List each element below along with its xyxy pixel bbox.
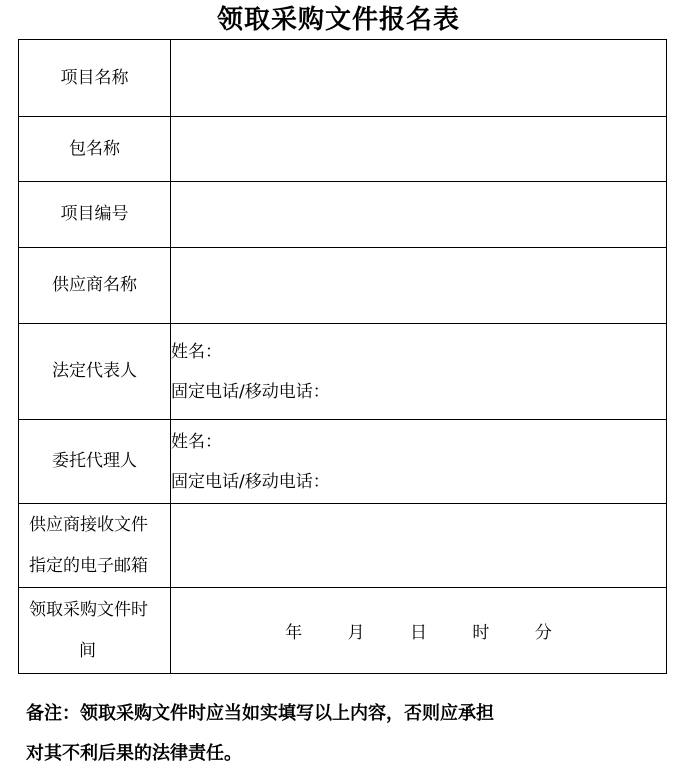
note-line2: 对其不利后果的法律责任。 bbox=[26, 743, 242, 764]
agent-field[interactable] bbox=[171, 420, 667, 504]
legal-rep-label: 法定代表人 bbox=[19, 324, 171, 420]
email-label-line1: 供应商接收文件 bbox=[29, 514, 148, 535]
project-name-label: 项目名称 bbox=[19, 40, 171, 117]
time-label bbox=[19, 588, 171, 674]
legal-rep-name-label: 姓名： bbox=[171, 341, 222, 362]
email-field[interactable] bbox=[171, 504, 667, 588]
row-supplier-name bbox=[19, 248, 667, 324]
time-minute-unit: 分 bbox=[534, 623, 552, 643]
row-time bbox=[19, 588, 667, 674]
legal-rep-field[interactable] bbox=[171, 324, 667, 420]
project-name-field[interactable] bbox=[171, 40, 667, 117]
row-project-name bbox=[19, 40, 667, 117]
note-line1: 备注：领取采购文件时应当如实填写以上内容，否则应承担 bbox=[26, 703, 494, 724]
row-agent bbox=[19, 420, 667, 504]
supplier-name-field[interactable] bbox=[171, 248, 667, 324]
note-block bbox=[26, 694, 656, 774]
project-no-label: 项目编号 bbox=[19, 182, 171, 248]
email-label bbox=[19, 504, 171, 588]
time-month-unit: 月 bbox=[347, 623, 365, 643]
supplier-name-label: 供应商名称 bbox=[19, 248, 171, 324]
registration-form-table bbox=[18, 39, 667, 674]
row-email bbox=[19, 504, 667, 588]
agent-phone-label: 固定电话/移动电话： bbox=[171, 471, 330, 492]
row-legal-rep bbox=[19, 324, 667, 420]
agent-label: 委托代理人 bbox=[19, 420, 171, 504]
package-name-label: 包名称 bbox=[19, 117, 171, 182]
email-label-line2: 指定的电子邮箱 bbox=[29, 555, 148, 576]
project-no-field[interactable] bbox=[171, 182, 667, 248]
time-year-unit: 年 bbox=[285, 623, 303, 643]
agent-name-label: 姓名： bbox=[171, 431, 222, 452]
time-label-line1: 领取采购文件时 bbox=[29, 599, 148, 620]
time-hour-unit: 时 bbox=[472, 623, 490, 643]
time-label-line2: 间 bbox=[79, 640, 96, 661]
legal-rep-phone-label: 固定电话/移动电话： bbox=[171, 381, 330, 402]
row-project-no bbox=[19, 182, 667, 248]
page-title: 领取采购文件报名表 bbox=[216, 5, 460, 35]
row-package-name bbox=[19, 117, 667, 182]
time-day-unit: 日 bbox=[410, 623, 427, 643]
time-field[interactable] bbox=[171, 588, 667, 674]
package-name-field[interactable] bbox=[171, 117, 667, 182]
